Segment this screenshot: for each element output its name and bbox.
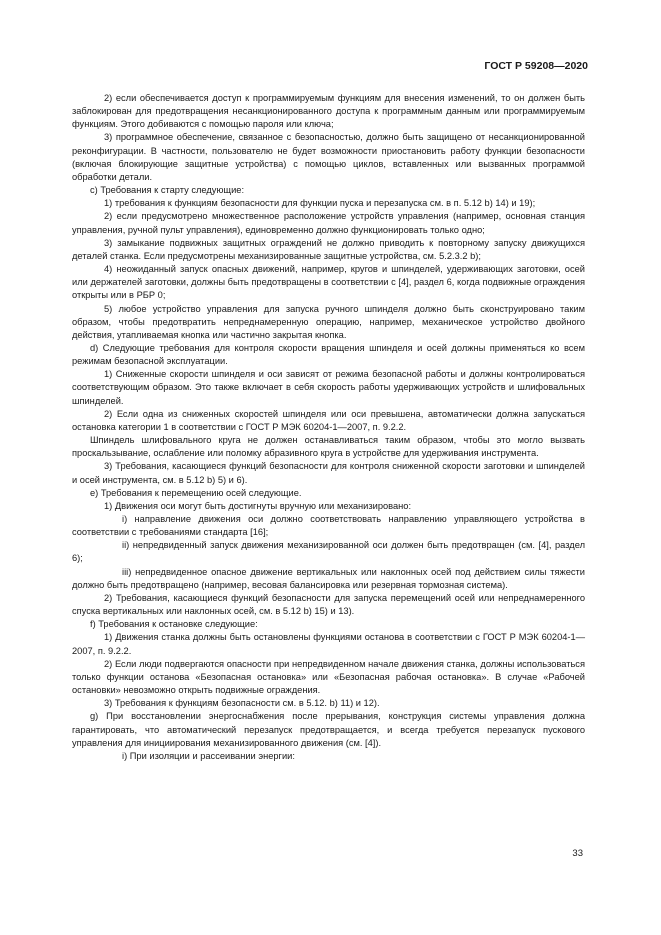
paragraph: 2) Требования, касающиеся функций безопасности для запуска перемещений осей или непреднамеренного спуска вертикальных или наклонных осей, см. в 5.12 b) 15) и 13). xyxy=(72,592,585,617)
paragraph: 3) замыкание подвижных защитных ограждений не должно приводить к повторному запуску движущихся деталей станка. Если предусмотрены механизированные защитные устройства, см. 5.2.3.2 b); xyxy=(72,237,585,261)
paragraph: 2) Если люди подвергаются опасности при непредвиденном начале движения станка, должны использоваться только функции останова «Безопасная остановка» или «Безопасная рабочая остановка». В случае «Рабочей остановки» невозможно открыть подвижные ограждения. xyxy=(72,658,585,696)
paragraph: 5) любое устройство управления для запуска ручного шпинделя должно быть сконструировано таким образом, чтобы предотвратить непреднамеренную операцию, например, механическое устройство двойного действия, утапливаемая кнопка или частично закрытая кнопка. xyxy=(72,303,585,340)
paragraph: 4) неожиданный запуск опасных движений, например, кругов и шпинделей, удерживающих заготовки, осей или держателей заготовки, должны быть предотвращены в соответствии с [4], раздел 6, когда подвижные ограждения открыты или в РБР 0; xyxy=(72,264,585,301)
paragraph: 3) программное обеспечение, связанное с безопасностью, должно быть защищено от несанкционированной реконфигурации. В частности, пользователю не будет возможности приостановить работу функции безопасности (включая блокирующие защитные устройства) с помощью циклов, вставленных или вызванных программой обработки детали. xyxy=(72,132,585,182)
paragraph: 1) требования к функциям безопасности для функции пуска и перезапуска см. в п. 5.12 b) 14) и 19); xyxy=(104,198,536,209)
standard-number-header: ГОСТ Р 59208—2020 xyxy=(484,60,588,72)
paragraph: 1) Движения оси могут быть достигнуты вручную или механизировано: xyxy=(104,500,412,511)
paragraph: i) При изоляции и рассеивании энергии: xyxy=(122,750,295,761)
paragraph: 1) Движения станка должны быть остановлены функциями останова в соответствии с ГОСТ Р МЭК 60204-1—2007, п. 9.2.2. xyxy=(72,632,585,656)
paragraph: g) При восстановлении энергоснабжения после прерывания, конструкция системы управления должна гарантировать, что автоматический перезапуск предотвращается, и всегда требуется перезапуск пускового управления для инициирования механизированного движения (см. [4]). xyxy=(72,711,585,748)
document-body xyxy=(72,92,585,763)
paragraph: Шпиндель шлифовального круга не должен останавливаться таким образом, чтобы это могло вызвать проскальзывание, ослабление или поломку абразивного круга в устройстве для удерживания инструмента. xyxy=(72,435,585,459)
paragraph: 3) Требования, касающиеся функций безопасности для контроля сниженной скорости заготовки и шпинделей и осей инструмента, см. в 5.12 b) 5) и 6). xyxy=(72,461,585,485)
paragraph: f) Требования к остановке следующие: xyxy=(90,619,258,630)
paragraph: 2) если обеспечивается доступ к программируемым функциям для внесения изменений, то он должен быть заблокирован для предотвращения несанкционированного доступа к программным данным или программируемым функциям. Этого добиваются с помощью пароля или ключа; xyxy=(72,93,585,130)
paragraph: c) Требования к старту следующие: xyxy=(90,185,245,196)
paragraph: 1) Сниженные скорости шпинделя и оси зависят от режима безопасной работы и должны контролироваться соответствующим образом. Это также включает в себя скорость работы удерживающих устройств и шлифовальных шпинделей. xyxy=(72,369,585,406)
paragraph: 3) Требования к функциям безопасности см. в 5.12. b) 11) и 12). xyxy=(104,698,380,709)
paragraph: e) Требования к перемещению осей следующие. xyxy=(90,487,302,498)
paragraph: 2) если предусмотрено множественное расположение устройств управления (например, основная станция управления, ручной пульт управления), единовременно должно функционировать только одно; xyxy=(72,211,585,235)
paragraph: iii) непредвиденное опасное движение вертикальных или наклонных осей под действием силы тяжести должно быть предотвращено (например, весовая балансировка или резервная тормозная система). xyxy=(72,566,585,590)
paragraph: i) направление движения оси должно соответствовать направлению управляющего устройства в соответствии с требованиями стандарта [16]; xyxy=(72,514,585,538)
paragraph: 2) Если одна из сниженных скоростей шпинделя или оси превышена, автоматически должна запускаться остановка категории 1 в соответствии с ГОСТ Р МЭК 60204-1—2007, п. 9.2.2. xyxy=(72,408,585,432)
paragraph: ii) непредвиденный запуск движения механизированной оси должен быть предотвращен (см. [4], раздел 6); xyxy=(72,540,585,564)
paragraph: d) Следующие требования для контроля скорости вращения шпинделя и осей должны применяться ко всем режимам безопасной эксплуатации. xyxy=(72,342,585,367)
page-number: 33 xyxy=(572,848,583,859)
